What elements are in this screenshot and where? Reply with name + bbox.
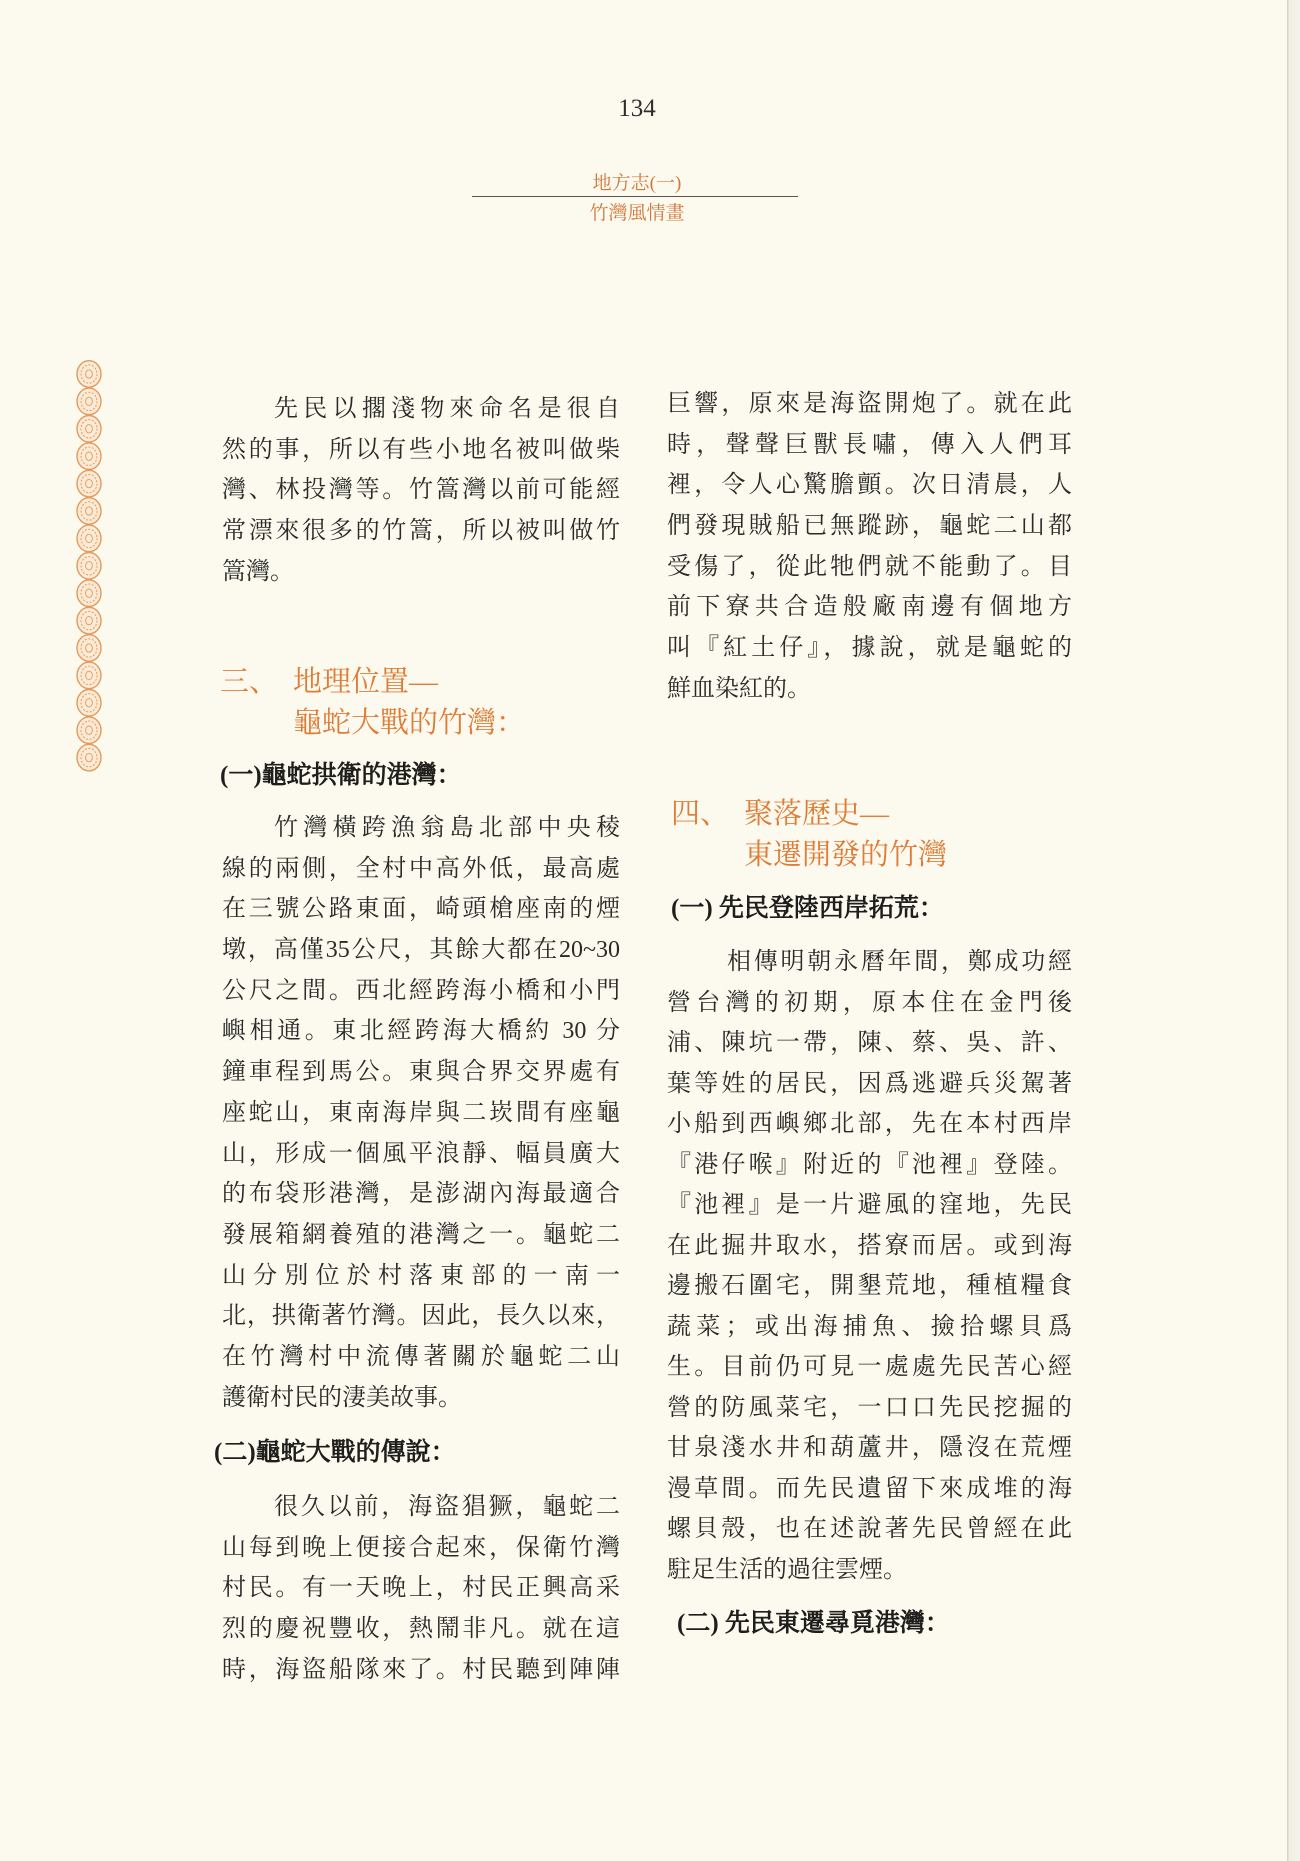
text-line: 相傳明朝永曆年間，鄭成功經	[727, 949, 1072, 975]
running-header-title: 竹灣風情畫	[589, 203, 685, 224]
text-line: 發展箱網養殖的港灣之一。龜蛇二	[222, 1221, 620, 1248]
oval-ornament-icon	[77, 717, 101, 744]
page-edge	[1287, 0, 1300, 1861]
oval-ornament-icon	[77, 498, 101, 525]
oval-ornament-icon	[77, 525, 101, 552]
text-line: 山每到晚上便接合起來，保衛竹灣	[222, 1534, 620, 1561]
text-line: 巨響，原來是海盜開炮了。就在此	[667, 391, 1072, 417]
text-line: 螺貝殼，也在述說著先民曾經在此	[667, 1516, 1072, 1542]
text-line: 邊搬石圍宅，開墾荒地，種植糧食	[667, 1273, 1072, 1299]
oval-ornament-icon	[77, 361, 101, 388]
text-line: 營台灣的初期，原本住在金門後	[667, 989, 1072, 1016]
text-line: 『池裡』是一片避風的窪地，先民	[667, 1192, 1072, 1218]
oval-ornament-icon	[77, 690, 101, 717]
text-line: 常漂來很多的竹篙，所以被叫做竹	[222, 518, 620, 545]
text-line: 在三號公路東面，崎頭槍座南的煙	[222, 896, 620, 923]
section-heading-4	[671, 794, 947, 875]
text-line: 蔬菜；或出海捕魚、撿拾螺貝爲	[667, 1313, 1072, 1340]
text-line: 篙灣。	[222, 558, 294, 585]
oval-ornament-icon	[77, 744, 101, 771]
text-line: 駐足生活的過往雲煙。	[667, 1556, 907, 1583]
text-line: 葉等姓的居民，因爲逃避兵災駕著	[667, 1070, 1072, 1097]
section-number: 四、	[671, 798, 730, 830]
subsection-heading: (二)龜蛇大戰的傳說：	[214, 1439, 456, 1466]
text-line: 們發現賊船已無蹤跡，龜蛇二山都	[667, 513, 1072, 540]
section-title-line: 東遷開發的竹灣	[744, 838, 948, 871]
paragraph-body	[222, 808, 620, 1418]
paragraph-body	[222, 1487, 620, 1690]
oval-ornament-icon	[77, 443, 101, 470]
text-line: 時，海盜船隊來了。村民聽到陣陣	[222, 1656, 620, 1683]
oval-ornament-icon	[77, 662, 101, 689]
page-number: 134	[618, 95, 656, 122]
text-line: 山分別位於村落東部的一南一	[222, 1262, 620, 1289]
text-line: 烈的慶祝豐收，熱鬧非凡。就在這	[222, 1616, 620, 1643]
text-line: 公尺之間。西北經跨海小橋和小門	[222, 977, 620, 1004]
text-line: 在竹灣村中流傳著關於龜蛇二山	[222, 1343, 620, 1370]
oval-ornament-icon	[77, 388, 101, 415]
paragraph-continued	[667, 384, 1072, 710]
ornament-column	[74, 360, 104, 780]
subsection-heading: (一)龜蛇拱衛的港灣：	[220, 762, 462, 789]
text-line: 嶼相通。東北經跨海大橋約 30 分	[222, 1018, 620, 1045]
text-line: 鮮血染紅的。	[667, 675, 811, 702]
text-line: 裡，令人心驚膽顫。次日清晨，人	[667, 472, 1072, 499]
oval-ornament-icon	[77, 635, 101, 662]
paragraph-intro	[222, 389, 620, 592]
text-line: 甘泉淺水井和葫蘆井，隱沒在荒煙	[667, 1435, 1072, 1461]
text-line: 叫『紅土仔』，據說，就是龜蛇的	[667, 635, 1072, 662]
text-line: 漫草間。而先民遺留下來成堆的海	[667, 1475, 1072, 1502]
text-line: 『港仔喉』附近的『池裡』登陸。	[667, 1151, 1072, 1178]
running-header-series: 地方志(一)	[592, 173, 682, 194]
text-line: 北，拱衛著竹灣。因此，長久以來，	[222, 1303, 620, 1330]
text-line: 的布袋形港灣，是澎湖內海最適合	[222, 1181, 620, 1208]
text-line: 小船到西嶼鄉北部，先在本村西岸	[667, 1111, 1072, 1137]
text-line: 灣、林投灣等。竹篙灣以前可能經	[222, 477, 620, 504]
text-line: 時，聲聲巨獸長嘯，傳入人們耳	[667, 431, 1072, 458]
section-title-line: 龜蛇大戰的竹灣：	[293, 706, 526, 739]
oval-ornament-icon	[77, 607, 101, 634]
section-title-line: 地理位置—	[293, 666, 439, 698]
text-line: 座蛇山，東南海岸與二崁間有座龜	[222, 1099, 620, 1126]
text-line: 浦、陳坑一帶，陳、蔡、吳、許、	[667, 1030, 1072, 1056]
text-line: 營的防風菜宅，一口口先民挖掘的	[667, 1394, 1072, 1421]
text-line: 竹灣橫跨漁翁島北部中央稜	[274, 815, 620, 841]
text-line: 護衛村民的淒美故事。	[222, 1384, 462, 1411]
oval-ornament-icon	[77, 470, 101, 497]
text-line: 前下寮共合造般廠南邊有個地方	[667, 594, 1072, 621]
text-line: 在此掘井取水，搭寮而居。或到海	[667, 1232, 1072, 1259]
oval-ornament-icon	[77, 416, 101, 443]
paragraph-body	[667, 942, 1072, 1590]
text-line: 生。目前仍可見一處處先民苦心經	[667, 1354, 1072, 1380]
text-line: 然的事，所以有些小地名被叫做柴	[222, 436, 620, 463]
subsection-heading: (二) 先民東遷尋覓港灣：	[677, 1610, 950, 1637]
oval-ornament-icon	[77, 553, 101, 580]
header-rule	[472, 196, 798, 197]
section-title-line: 聚落歷史—	[744, 798, 890, 830]
section-number: 三、	[220, 666, 279, 698]
oval-ornament-icon	[77, 580, 101, 607]
text-line: 村民。有一天晚上，村民正興高采	[222, 1575, 620, 1602]
text-line: 山，形成一個風平浪靜、幅員廣大	[222, 1140, 620, 1167]
section-heading-3	[220, 662, 525, 743]
text-line: 受傷了，從此牠們就不能動了。目	[667, 553, 1072, 580]
text-line: 線的兩側，全村中高外低，最高處	[222, 855, 620, 882]
text-line: 墩，高僅35公尺，其餘大都在20~30	[222, 937, 620, 964]
subsection-heading: (一) 先民登陸西岸拓荒：	[671, 895, 944, 922]
text-line: 很久以前，海盜猖獗，龜蛇二	[274, 1494, 620, 1520]
text-line: 鐘車程到馬公。東與合界交界處有	[222, 1059, 620, 1086]
text-line: 先民以擱淺物來命名是很自	[274, 396, 620, 422]
